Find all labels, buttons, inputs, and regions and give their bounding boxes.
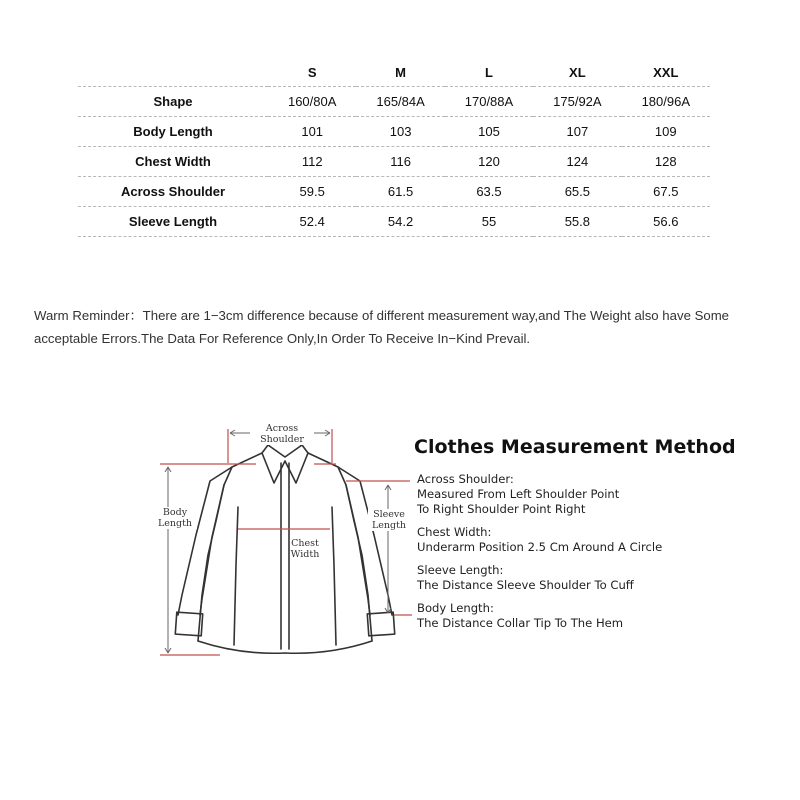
method-item-across-shoulder (417, 472, 757, 517)
method-text: Measured From Left Shoulder Point (417, 487, 620, 501)
row-label: Chest Width (78, 147, 268, 177)
table-cell: 103 (356, 117, 444, 147)
table-cell: 116 (356, 147, 444, 177)
warm-reminder-text: Warm Reminder：There are 1−3cm difference because of different measurement way,and The Weight also have Some acceptable Errors.The Data For Reference Only,In Order To Receive In−Kind Prevail. (34, 308, 730, 346)
chest-width-label-line2: Width (290, 549, 320, 560)
table-cell: 101 (268, 117, 356, 147)
method-heading: Body Length: (417, 601, 494, 615)
table-cell: 170/88A (445, 87, 533, 117)
table-cell: 175/92A (533, 87, 621, 117)
table-cell: 128 (622, 147, 710, 177)
table-row (78, 117, 710, 147)
size-header: M (395, 64, 406, 80)
method-item-chest-width (417, 525, 757, 555)
table-cell: 105 (445, 117, 533, 147)
size-header: S (307, 64, 317, 80)
method-heading: Chest Width: (417, 525, 492, 539)
size-header-row (78, 58, 710, 87)
method-text: To Right Shoulder Point Right (417, 502, 586, 516)
row-label: Body Length (78, 117, 268, 147)
across-shoulder-label-line2: Shoulder (260, 434, 304, 445)
table-cell: 56.6 (622, 207, 710, 237)
table-cell: 112 (268, 147, 356, 177)
table-cell: 160/80A (268, 87, 356, 117)
table-cell: 120 (445, 147, 533, 177)
body-length-label (153, 507, 197, 529)
table-cell: 54.2 (356, 207, 444, 237)
table-cell: 52.4 (268, 207, 356, 237)
size-header: XXL (653, 64, 679, 80)
table-cell: 165/84A (356, 87, 444, 117)
method-heading: Across Shoulder: (417, 472, 514, 486)
measurement-method-list (417, 472, 757, 639)
body-length-label-line2: Length (157, 518, 193, 529)
method-text: The Distance Collar Tip To The Hem (417, 616, 624, 630)
method-text: Underarm Position 2.5 Cm Around A Circle (417, 540, 663, 554)
across-shoulder-label-line1: Across (265, 423, 299, 434)
table-cell: 180/96A (622, 87, 710, 117)
method-item-body-length (417, 601, 757, 631)
table-cell: 63.5 (445, 177, 533, 207)
table-cell: 59.5 (268, 177, 356, 207)
table-row (78, 207, 710, 237)
table-cell: 67.5 (622, 177, 710, 207)
sleeve-length-label-line2: Length (371, 520, 407, 531)
size-chart-table (78, 58, 710, 237)
across-shoulder-label (250, 423, 314, 445)
method-title: Clothes Measurement Method (414, 436, 736, 458)
table-row (78, 87, 710, 117)
method-heading: Sleeve Length: (417, 563, 504, 577)
table-cell: 124 (533, 147, 621, 177)
table-cell: 109 (622, 117, 710, 147)
table-cell: 65.5 (533, 177, 621, 207)
row-label: Sleeve Length (78, 207, 268, 237)
table-cell: 61.5 (356, 177, 444, 207)
sleeve-length-label (368, 509, 410, 531)
header-corner (78, 58, 268, 87)
chest-width-label-line1: Chest (291, 538, 319, 549)
row-label: Shape (78, 87, 268, 117)
row-label: Across Shoulder (78, 177, 268, 207)
body-length-label-line1: Body (162, 507, 188, 518)
method-item-sleeve-length (417, 563, 757, 593)
table-row (78, 147, 710, 177)
sleeve-length-label-line1: Sleeve (373, 509, 405, 520)
table-cell: 55 (445, 207, 533, 237)
size-header: XL (569, 64, 586, 80)
measurement-diagram (150, 415, 420, 665)
size-header: L (485, 64, 493, 80)
table-cell: 107 (533, 117, 621, 147)
table-row (78, 177, 710, 207)
table-cell: 55.8 (533, 207, 621, 237)
chest-width-label (284, 538, 326, 560)
method-text: The Distance Sleeve Shoulder To Cuff (417, 578, 634, 592)
